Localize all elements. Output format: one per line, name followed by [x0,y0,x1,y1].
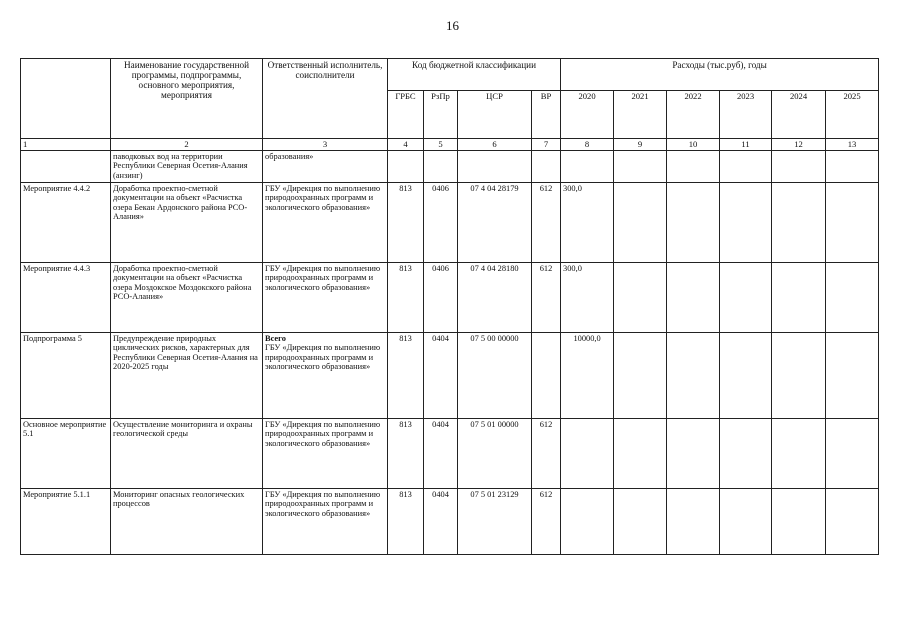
row-grbs: 813 [388,419,424,489]
row-responsible: ГБУ «Дирекция по выполнению природоохранных программ и экологического образования» [263,419,388,489]
row-2023 [720,489,772,555]
row-2025 [826,489,879,555]
column-number: 5 [424,139,458,151]
row-2020: 300,0 [561,263,614,333]
row-2020: 300,0 [561,183,614,263]
column-number-row [21,139,879,151]
row-2021 [614,151,667,183]
row-2021 [614,183,667,263]
header-csr: ЦСР [458,91,532,139]
row-rzpr: 0404 [424,419,458,489]
header-name: Наименование государственной программы, подпрограммы, основного мероприятия, мероприятия [111,59,263,139]
budget-table [20,58,879,555]
header-year-2024: 2024 [772,91,826,139]
row-name: Осуществление мониторинга и охраны геологической среды [111,419,263,489]
row-rzpr: 0406 [424,263,458,333]
row-responsible-total: Всего [265,334,286,344]
row-2025 [826,183,879,263]
row-2020 [561,151,614,183]
header-vr: ВР [532,91,561,139]
row-name: Мониторинг опасных геологических процессов [111,489,263,555]
header-year-2025: 2025 [826,91,879,139]
column-number: 10 [667,139,720,151]
row-2024 [772,151,826,183]
row-grbs: 813 [388,489,424,555]
row-responsible: образования» [263,151,388,183]
column-number: 1 [21,139,111,151]
row-2022 [667,263,720,333]
row-2022 [667,419,720,489]
row-responsible [263,333,388,419]
row-grbs: 813 [388,263,424,333]
row-grbs [388,151,424,183]
table-row [21,263,879,333]
column-number: 12 [772,139,826,151]
row-name: Доработка проектно-сметной документации на объект «Расчистка озера Бекан Ардонского района РСО-Алания» [111,183,263,263]
row-vr [532,333,561,419]
row-responsible: ГБУ «Дирекция по выполнению природоохранных программ и экологического образования» [263,263,388,333]
row-code: Подпрограмма 5 [21,333,111,419]
row-vr: 612 [532,419,561,489]
table-row [21,419,879,489]
row-2021 [614,419,667,489]
row-csr: 07 4 04 28179 [458,183,532,263]
header-budget-code: Код бюджетной классификации [388,59,561,91]
row-csr: 07 5 01 00000 [458,419,532,489]
row-2022 [667,183,720,263]
row-2023 [720,263,772,333]
row-2024 [772,333,826,419]
column-number: 7 [532,139,561,151]
row-csr: 07 5 00 00000 [458,333,532,419]
header-year-2020: 2020 [561,91,614,139]
header-rzpr: РзПр [424,91,458,139]
column-number: 9 [614,139,667,151]
row-2025 [826,151,879,183]
table-row [21,333,879,419]
row-responsible: ГБУ «Дирекция по выполнению природоохранных программ и экологического образования» [263,489,388,555]
header-responsible: Ответственный исполнитель, соисполнители [263,59,388,139]
column-number: 2 [111,139,263,151]
row-2025 [826,263,879,333]
column-number: 11 [720,139,772,151]
row-rzpr: 0404 [424,489,458,555]
row-2023 [720,151,772,183]
row-code: Мероприятие 4.4.2 [21,183,111,263]
row-2025 [826,419,879,489]
header-grbs: ГРБС [388,91,424,139]
row-2025 [826,333,879,419]
row-2022 [667,489,720,555]
header-year-2023: 2023 [720,91,772,139]
header-expenses: Расходы (тыс.руб), годы [561,59,879,91]
row-2024 [772,419,826,489]
table-row [21,489,879,555]
row-grbs: 813 [388,183,424,263]
row-2023 [720,333,772,419]
row-code: Мероприятие 5.1.1 [21,489,111,555]
row-vr: 612 [532,183,561,263]
column-number: 8 [561,139,614,151]
header-year-2021: 2021 [614,91,667,139]
row-2020 [561,419,614,489]
row-2024 [772,263,826,333]
row-vr [532,151,561,183]
row-2024 [772,183,826,263]
table-row [21,183,879,263]
row-vr: 612 [532,489,561,555]
table-row [21,151,879,183]
row-grbs: 813 [388,333,424,419]
row-vr: 612 [532,263,561,333]
header-code-cell [21,59,111,139]
row-2023 [720,183,772,263]
row-responsible-text: ГБУ «Дирекция по выполнению природоохранных программ и экологического образования» [265,343,381,371]
row-rzpr: 0406 [424,183,458,263]
column-number: 13 [826,139,879,151]
row-csr: 07 4 04 28180 [458,263,532,333]
row-2022 [667,333,720,419]
row-rzpr: 0404 [424,333,458,419]
row-rzpr [424,151,458,183]
row-2021 [614,333,667,419]
column-number: 6 [458,139,532,151]
row-csr [458,151,532,183]
row-2021 [614,489,667,555]
row-2024 [772,489,826,555]
row-csr: 07 5 01 23129 [458,489,532,555]
row-name: Предупреждение природных циклических рисков, характерных для Республики Северная Осетия-Алания на 2020-2025 годы [111,333,263,419]
row-code [21,151,111,183]
row-2020: 10000,0 [561,333,614,419]
row-name: Доработка проектно-сметной документации на объект «Расчистка озера Моздокское Моздокского района РСО-Алания» [111,263,263,333]
page-number: 16 [446,18,459,33]
row-2023 [720,419,772,489]
row-2022 [667,151,720,183]
column-number: 4 [388,139,424,151]
row-responsible: ГБУ «Дирекция по выполнению природоохранных программ и экологического образования» [263,183,388,263]
row-code: Основное мероприятие 5.1 [21,419,111,489]
row-code: Мероприятие 4.4.3 [21,263,111,333]
header-year-2022: 2022 [667,91,720,139]
column-number: 3 [263,139,388,151]
row-name: паводковых вод на территории Республики Северная Осетия-Алания (анзинг) [111,151,263,183]
row-2021 [614,263,667,333]
row-2020 [561,489,614,555]
